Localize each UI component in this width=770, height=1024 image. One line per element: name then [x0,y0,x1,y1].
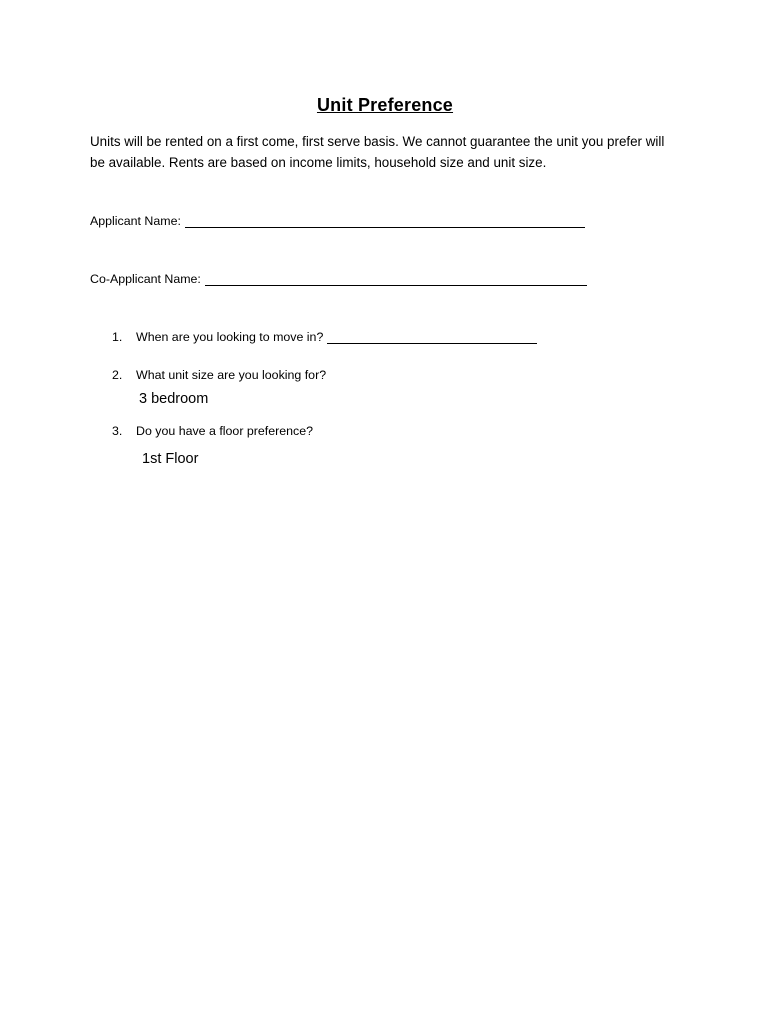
question-number: 2. [112,368,123,382]
applicant-name-field[interactable] [185,213,585,228]
applicant-name-label: Applicant Name: [90,214,181,228]
coapplicant-name-row [90,268,587,286]
move-in-date-field[interactable] [327,329,537,344]
question-floor-preference [112,420,313,438]
question-unit-size [112,364,326,382]
question-text: Do you have a floor preference? [136,424,314,438]
floor-preference-answer[interactable]: 1st Floor [142,451,199,467]
question-number: 1. [112,330,123,344]
question-text: What unit size are you looking for? [136,368,327,382]
question-move-in [112,326,537,344]
unit-size-answer[interactable]: 3 bedroom [139,391,209,407]
question-text: When are you looking to move in? [136,330,324,344]
applicant-name-row [90,210,585,228]
coapplicant-name-field[interactable] [205,271,587,286]
question-number: 3. [112,424,123,438]
page-title: Unit Preference [316,95,454,115]
intro-paragraph: Units will be rented on a first come, first serve basis. We cannot guarantee the unit you prefer will be available. Rents are based on income limits, household size and unit size. [90,134,665,170]
coapplicant-name-label: Co-Applicant Name: [90,272,201,286]
